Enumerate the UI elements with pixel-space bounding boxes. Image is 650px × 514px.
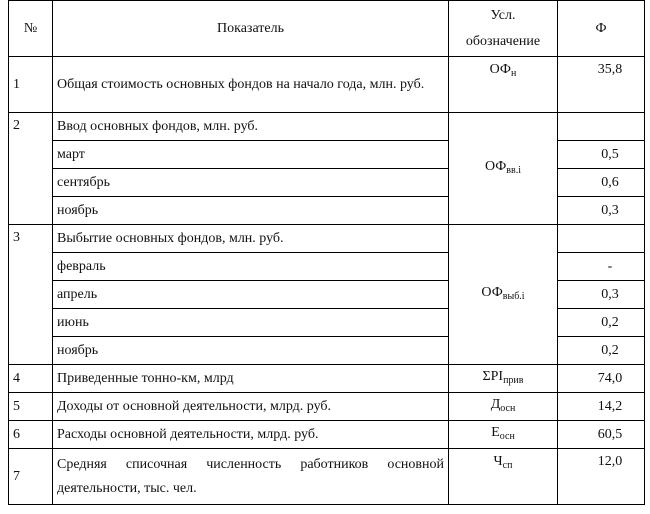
header-symbol-line2: обозначение [465,33,541,49]
subrow-value: 0,3 [558,197,645,225]
row-num: 1 [9,57,53,113]
row-num: 7 [9,449,53,505]
row-symbol [449,57,558,113]
symbol-main: Ч [493,454,503,469]
symbol-sub: выб.i [502,290,525,302]
symbol-main: ОФ [481,284,503,300]
symbol-main: ΣPI [482,368,504,384]
symbol-main: ОФ [484,158,507,174]
header-value: Ф [558,1,645,57]
subrow-value: 0,5 [558,141,645,169]
row-value: 12,0 [558,449,645,505]
header-symbol-line1: Усл. [490,7,516,23]
row-symbol [449,449,558,505]
row-num: 5 [9,393,53,421]
subrow-value: 0,2 [558,309,645,337]
table-row [9,57,645,113]
row-label: Доходы от основной деятельности, млрд. руб. [53,393,449,421]
row-value: 74,0 [558,365,645,393]
row-value: 35,8 [558,57,645,113]
subrow-value: 0,3 [558,281,645,309]
table-row [9,449,645,505]
symbol-sub: вв.i [506,164,522,176]
table-row [9,113,645,141]
symbol-main: Д [490,396,501,412]
table-row [9,365,645,393]
header-indicator: Показатель [53,1,449,57]
table-row [9,225,645,253]
symbol-main: Е [491,424,500,440]
row-label: Средняя списочная численность работников основной деятельности, тыс. чел. [53,449,449,505]
row-label: Ввод основных фондов, млн. руб. [53,113,449,141]
table-row [9,393,645,421]
row-symbol [449,113,558,225]
row-value-empty [558,113,645,141]
row-value-empty [558,225,645,253]
row-label: Расходы основной деятельности, млрд. руб. [53,421,449,449]
subrow-label: ноябрь [53,337,449,365]
subrow-value: - [558,253,645,281]
table-row [9,421,645,449]
subrow-label: апрель [53,281,449,309]
symbol-sub: прив [503,374,524,386]
row-symbol [449,421,558,449]
symbol-sub: осн [499,430,515,442]
subrow-value: 0,2 [558,337,645,365]
subrow-label: июнь [53,309,449,337]
subrow-label: февраль [53,253,449,281]
row-label: Выбытие основных фондов, млн. руб. [53,225,449,253]
subrow-value: 0,6 [558,169,645,197]
row-num: 6 [9,421,53,449]
symbol-main: ОФ [489,62,511,77]
symbol-sub: осн [500,402,516,414]
row-symbol [449,393,558,421]
header-num: № [9,1,53,57]
subrow-label: ноябрь [53,197,449,225]
header-symbol [449,1,558,57]
row-label: Приведенные тонно-км, млрд [53,365,449,393]
row-value: 60,5 [558,421,645,449]
symbol-sub: сп [502,460,513,471]
indicators-table [8,0,645,505]
header-row [9,1,645,57]
row-symbol [449,365,558,393]
subrow-label: март [53,141,449,169]
row-symbol [449,225,558,365]
row-num: 2 [9,113,53,225]
row-num: 3 [9,225,53,365]
symbol-sub: н [510,68,517,79]
row-label: Общая стоимость основных фондов на начало года, млн. руб. [53,57,449,113]
row-num: 4 [9,365,53,393]
row-value: 14,2 [558,393,645,421]
subrow-label: сентябрь [53,169,449,197]
